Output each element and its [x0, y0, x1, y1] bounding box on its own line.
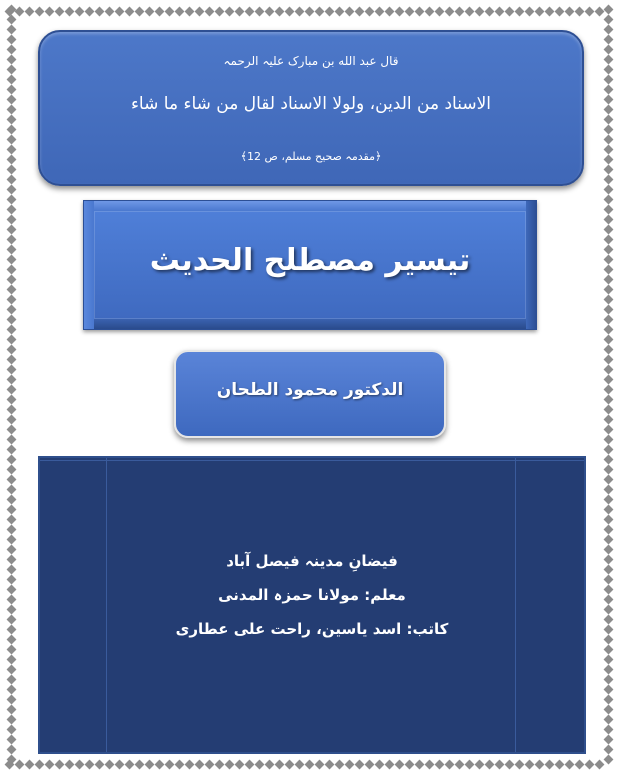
border-diamond: [604, 215, 614, 225]
guide-line: [106, 458, 107, 752]
border-diamond: [55, 760, 65, 770]
border-diamond: [604, 685, 614, 695]
border-diamond: [265, 760, 275, 770]
border-diamond: [7, 575, 17, 585]
border-diamond: [555, 7, 565, 17]
border-diamond: [595, 7, 605, 17]
border-diamond: [115, 7, 125, 17]
border-diamond: [7, 505, 17, 515]
border-diamond: [135, 7, 145, 17]
border-diamond: [165, 7, 175, 17]
border-diamond: [604, 615, 614, 625]
border-diamond: [275, 760, 285, 770]
border-diamond: [604, 115, 614, 125]
border-diamond: [604, 375, 614, 385]
border-diamond: [7, 555, 17, 565]
border-diamond: [604, 355, 614, 365]
border-diamond: [95, 760, 105, 770]
border-diamond: [7, 675, 17, 685]
border-diamond: [7, 175, 17, 185]
border-diamond: [65, 7, 75, 17]
border-diamond: [604, 195, 614, 205]
border-diamond: [95, 7, 105, 17]
guide-line: [40, 460, 584, 461]
border-diamond: [604, 755, 614, 765]
border-diamond: [604, 175, 614, 185]
border-diamond: [604, 315, 614, 325]
border-diamond: [345, 7, 355, 17]
border-diamond: [185, 7, 195, 17]
border-diamond: [7, 5, 17, 15]
border-diamond: [7, 55, 17, 65]
border-diamond: [575, 7, 585, 17]
border-diamond: [485, 760, 495, 770]
border-diamond: [7, 525, 17, 535]
border-diamond: [7, 135, 17, 145]
border-diamond: [604, 605, 614, 615]
border-diamond: [604, 585, 614, 595]
border-diamond: [604, 275, 614, 285]
border-diamond: [235, 7, 245, 17]
border-diamond: [355, 7, 365, 17]
border-diamond: [395, 760, 405, 770]
border-diamond: [7, 725, 17, 735]
quote-box: [38, 30, 584, 186]
border-diamond: [604, 485, 614, 495]
border-diamond: [604, 465, 614, 475]
border-diamond: [155, 7, 165, 17]
border-diamond: [7, 545, 17, 555]
border-diamond: [55, 7, 65, 17]
border-diamond: [7, 645, 17, 655]
border-diamond: [305, 7, 315, 17]
border-diamond: [125, 760, 135, 770]
border-diamond: [7, 275, 17, 285]
border-diamond: [285, 760, 295, 770]
border-diamond: [7, 475, 17, 485]
border-diamond: [604, 695, 614, 705]
border-diamond: [7, 375, 17, 385]
border-diamond: [7, 35, 17, 45]
credit-writers: کاتب: اسد یاسین، راحت علی عطاری: [175, 620, 449, 638]
border-left: [8, 6, 15, 763]
border-diamond: [545, 7, 555, 17]
border-diamond: [145, 7, 155, 17]
border-diamond: [7, 65, 17, 75]
author-box: [174, 350, 446, 438]
border-diamond: [604, 95, 614, 105]
border-diamond: [604, 75, 614, 85]
border-diamond: [7, 745, 17, 755]
border-diamond: [165, 760, 175, 770]
border-diamond: [525, 7, 535, 17]
border-diamond: [405, 7, 415, 17]
border-diamond: [245, 760, 255, 770]
border-diamond: [604, 595, 614, 605]
border-diamond: [7, 345, 17, 355]
border-diamond: [7, 235, 17, 245]
border-diamond: [115, 760, 125, 770]
border-diamond: [195, 7, 205, 17]
border-diamond: [604, 545, 614, 555]
border-diamond: [15, 7, 25, 17]
border-diamond: [25, 760, 35, 770]
border-diamond: [585, 760, 595, 770]
border-diamond: [7, 85, 17, 95]
border-diamond: [604, 85, 614, 95]
border-diamond: [365, 760, 375, 770]
border-diamond: [215, 7, 225, 17]
border-diamond: [105, 7, 115, 17]
border-diamond: [604, 415, 614, 425]
quote-text: الاسناد من الدین، ولولا الاسناد لقال من شاء ما شاء: [130, 94, 492, 114]
border-diamond: [604, 15, 614, 25]
border-diamond: [7, 285, 17, 295]
border-diamond: [425, 7, 435, 17]
border-top: [6, 8, 603, 15]
border-right: [605, 6, 612, 763]
border-diamond: [565, 760, 575, 770]
border-diamond: [604, 525, 614, 535]
border-diamond: [65, 760, 75, 770]
border-diamond: [604, 305, 614, 315]
border-diamond: [585, 7, 595, 17]
border-diamond: [565, 7, 575, 17]
border-diamond: [185, 760, 195, 770]
border-diamond: [7, 315, 17, 325]
border-diamond: [604, 45, 614, 55]
border-diamond: [7, 395, 17, 405]
quote-reference: ﴿مقدمہ صحیح مسلم، ص 12﴾: [240, 150, 382, 163]
border-diamond: [604, 675, 614, 685]
border-diamond: [604, 425, 614, 435]
border-diamond: [215, 760, 225, 770]
credit-teacher: معلم: مولانا حمزہ المدنی: [218, 586, 406, 604]
border-diamond: [475, 7, 485, 17]
author-name: الدکتور محمود الطحان: [216, 380, 404, 400]
border-diamond: [515, 760, 525, 770]
border-diamond: [604, 505, 614, 515]
border-diamond: [7, 305, 17, 315]
border-diamond: [604, 665, 614, 675]
border-diamond: [604, 645, 614, 655]
border-diamond: [375, 7, 385, 17]
border-diamond: [7, 615, 17, 625]
border-diamond: [7, 215, 17, 225]
border-diamond: [7, 25, 17, 35]
border-diamond: [7, 405, 17, 415]
border-diamond: [604, 365, 614, 375]
border-diamond: [7, 265, 17, 275]
border-diamond: [545, 760, 555, 770]
border-diamond: [604, 145, 614, 155]
border-diamond: [604, 55, 614, 65]
border-diamond: [445, 7, 455, 17]
border-diamond: [345, 760, 355, 770]
border-diamond: [604, 225, 614, 235]
border-diamond: [604, 5, 614, 15]
border-diamond: [7, 45, 17, 55]
border-diamond: [415, 760, 425, 770]
border-diamond: [7, 605, 17, 615]
border-diamond: [515, 7, 525, 17]
border-diamond: [604, 245, 614, 255]
border-diamond: [604, 455, 614, 465]
border-diamond: [7, 125, 17, 135]
border-diamond: [7, 195, 17, 205]
border-diamond: [535, 7, 545, 17]
border-diamond: [315, 7, 325, 17]
border-diamond: [7, 225, 17, 235]
border-diamond: [195, 760, 205, 770]
border-diamond: [595, 760, 605, 770]
border-diamond: [7, 185, 17, 195]
border-diamond: [604, 185, 614, 195]
border-diamond: [255, 7, 265, 17]
border-diamond: [7, 465, 17, 475]
border-diamond: [35, 7, 45, 17]
border-diamond: [425, 760, 435, 770]
credits-box: [38, 456, 586, 754]
border-diamond: [7, 155, 17, 165]
border-diamond: [295, 7, 305, 17]
border-diamond: [7, 695, 17, 705]
border-diamond: [7, 95, 17, 105]
border-diamond: [7, 335, 17, 345]
border-diamond: [7, 165, 17, 175]
border-diamond: [7, 115, 17, 125]
border-diamond: [245, 7, 255, 17]
border-diamond: [604, 135, 614, 145]
quote-source: قال عبد الله بن مبارک علیہ الرحمہ: [223, 54, 399, 68]
bevel-bottom: [84, 319, 536, 329]
border-diamond: [7, 365, 17, 375]
border-diamond: [35, 760, 45, 770]
border-diamond: [604, 635, 614, 645]
border-diamond: [604, 235, 614, 245]
border-diamond: [225, 760, 235, 770]
border-diamond: [604, 125, 614, 135]
border-diamond: [604, 735, 614, 745]
border-diamond: [604, 745, 614, 755]
border-diamond: [7, 735, 17, 745]
border-diamond: [535, 760, 545, 770]
border-diamond: [604, 565, 614, 575]
border-diamond: [604, 555, 614, 565]
border-diamond: [604, 575, 614, 585]
border-diamond: [604, 265, 614, 275]
border-diamond: [465, 7, 475, 17]
border-diamond: [604, 165, 614, 175]
border-diamond: [265, 7, 275, 17]
border-diamond: [85, 760, 95, 770]
border-diamond: [335, 7, 345, 17]
border-diamond: [7, 145, 17, 155]
border-diamond: [355, 760, 365, 770]
border-diamond: [395, 7, 405, 17]
border-diamond: [604, 65, 614, 75]
border-diamond: [435, 760, 445, 770]
border-diamond: [7, 655, 17, 665]
border-diamond: [7, 445, 17, 455]
border-diamond: [7, 205, 17, 215]
border-diamond: [495, 7, 505, 17]
border-diamond: [604, 335, 614, 345]
border-diamond: [7, 625, 17, 635]
border-diamond: [604, 255, 614, 265]
border-diamond: [7, 685, 17, 695]
border-diamond: [385, 7, 395, 17]
border-diamond: [445, 760, 455, 770]
border-diamond: [405, 760, 415, 770]
guide-line: [515, 458, 516, 752]
border-diamond: [495, 760, 505, 770]
border-diamond: [175, 760, 185, 770]
border-diamond: [7, 15, 17, 25]
border-diamond: [75, 760, 85, 770]
border-diamond: [335, 760, 345, 770]
border-diamond: [325, 760, 335, 770]
border-diamond: [7, 255, 17, 265]
border-diamond: [604, 475, 614, 485]
border-diamond: [455, 7, 465, 17]
border-diamond: [85, 7, 95, 17]
border-diamond: [604, 205, 614, 215]
border-diamond: [285, 7, 295, 17]
border-diamond: [465, 760, 475, 770]
border-diamond: [435, 7, 445, 17]
border-diamond: [255, 760, 265, 770]
border-diamond: [7, 665, 17, 675]
border-diamond: [155, 760, 165, 770]
border-diamond: [7, 585, 17, 595]
border-diamond: [45, 7, 55, 17]
border-diamond: [604, 35, 614, 45]
border-diamond: [604, 705, 614, 715]
border-diamond: [7, 715, 17, 725]
border-diamond: [604, 435, 614, 445]
border-diamond: [575, 760, 585, 770]
border-diamond: [7, 755, 17, 765]
border-diamond: [604, 105, 614, 115]
border-diamond: [145, 760, 155, 770]
border-diamond: [7, 325, 17, 335]
border-diamond: [604, 655, 614, 665]
border-diamond: [7, 515, 17, 525]
border-diamond: [385, 760, 395, 770]
border-diamond: [7, 495, 17, 505]
border-diamond: [225, 7, 235, 17]
border-diamond: [7, 535, 17, 545]
border-diamond: [555, 760, 565, 770]
border-diamond: [505, 760, 515, 770]
border-diamond: [375, 760, 385, 770]
border-diamond: [525, 760, 535, 770]
border-diamond: [604, 515, 614, 525]
book-title: تیسیر مصطلح الحدیث: [149, 243, 471, 278]
border-bottom: [6, 761, 603, 768]
border-diamond: [604, 535, 614, 545]
border-diamond: [7, 105, 17, 115]
border-diamond: [7, 355, 17, 365]
border-diamond: [604, 405, 614, 415]
border-diamond: [7, 635, 17, 645]
border-diamond: [604, 285, 614, 295]
border-diamond: [604, 325, 614, 335]
border-diamond: [7, 75, 17, 85]
border-diamond: [45, 760, 55, 770]
border-diamond: [7, 595, 17, 605]
border-diamond: [7, 415, 17, 425]
border-diamond: [325, 7, 335, 17]
border-diamond: [7, 485, 17, 495]
border-diamond: [275, 7, 285, 17]
border-diamond: [604, 395, 614, 405]
border-diamond: [604, 715, 614, 725]
border-diamond: [604, 445, 614, 455]
border-diamond: [7, 435, 17, 445]
border-diamond: [604, 25, 614, 35]
bevel-top: [84, 201, 536, 211]
border-diamond: [305, 760, 315, 770]
border-diamond: [75, 7, 85, 17]
border-diamond: [105, 760, 115, 770]
border-diamond: [365, 7, 375, 17]
border-diamond: [7, 565, 17, 575]
border-diamond: [604, 495, 614, 505]
border-diamond: [315, 760, 325, 770]
border-diamond: [205, 760, 215, 770]
border-diamond: [125, 7, 135, 17]
border-diamond: [135, 760, 145, 770]
border-diamond: [7, 295, 17, 305]
border-diamond: [7, 245, 17, 255]
border-diamond: [295, 760, 305, 770]
border-diamond: [604, 385, 614, 395]
border-diamond: [235, 760, 245, 770]
title-banner: [83, 200, 537, 330]
border-diamond: [7, 425, 17, 435]
border-diamond: [7, 455, 17, 465]
border-diamond: [604, 625, 614, 635]
border-diamond: [205, 7, 215, 17]
border-diamond: [25, 7, 35, 17]
border-diamond: [475, 760, 485, 770]
border-diamond: [175, 7, 185, 17]
border-diamond: [485, 7, 495, 17]
border-diamond: [505, 7, 515, 17]
border-diamond: [15, 760, 25, 770]
border-diamond: [604, 725, 614, 735]
border-diamond: [415, 7, 425, 17]
border-diamond: [7, 385, 17, 395]
border-diamond: [604, 295, 614, 305]
border-diamond: [7, 705, 17, 715]
credit-institute: فیضانِ مدینہ فیصل آباد: [226, 552, 398, 570]
border-diamond: [455, 760, 465, 770]
border-diamond: [604, 345, 614, 355]
border-diamond: [604, 155, 614, 165]
